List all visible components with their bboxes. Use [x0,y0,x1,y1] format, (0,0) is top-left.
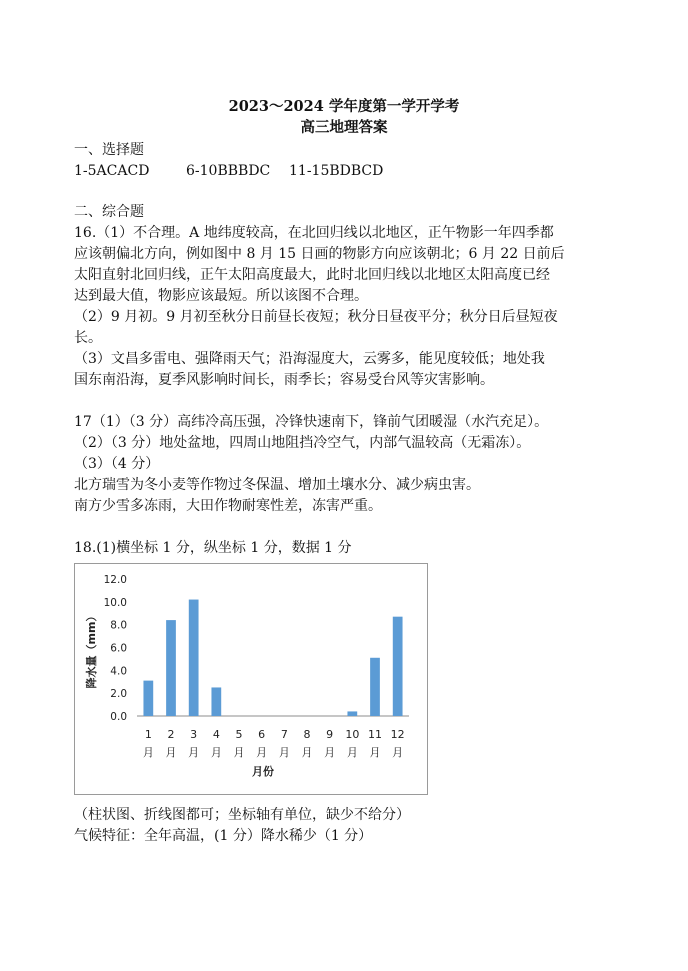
q18-heading: 18.(1)横坐标 1 分，纵坐标 1 分，数据 1 分 [74,540,352,556]
q16-line: 应该朝偏北方向，例如图中 8 月 15 日画的物影方向应该朝北；6 月 22 日前后 [74,246,565,262]
x-tick-label: 9 月 [324,728,336,759]
y-axis-title-text: 降水量（mm） [85,610,98,689]
x-tick-label: 5 月 [233,728,245,759]
bar [211,687,221,716]
bar [393,617,403,716]
x-axis-title: 月份 [252,765,274,778]
x-tick-label: 7 月 [278,728,290,759]
x-tick-label: 1 月 [142,728,154,759]
y-tick-label: 8.0 [110,619,127,632]
q17-line: （2）（3 分）地处盆地，四周山地阻挡冷空气，内部气温较高（无霜冻）。 [74,435,531,451]
q16-line: 太阳直射北回归线，正午太阳高度最大，此时北回归线以北地区太阳高度已经 [74,267,550,283]
y-tick-label: 6.0 [110,642,127,655]
y-axis-title [84,611,98,689]
choice-answers [74,161,383,181]
x-tick-label: 6 月 [256,728,268,759]
q17-line: （3）（4 分） [74,456,160,472]
q17-line: 17（1）（3 分）高纬冷高压强，冷锋快速南下，锋前气团暖湿（水汽充足）。 [74,414,549,430]
section-choice-heading: 一、选择题 [74,142,144,158]
q18-note: （柱状图、折线图都可；坐标轴有单位，缺少不给分） [74,807,410,823]
q16-line: 长。 [74,330,102,346]
y-tick-label: 12.0 [103,574,127,586]
x-tick-label: 12 月 [390,728,405,759]
bar [143,681,153,716]
answer-6-10: 6-10BBBDC [186,163,271,179]
answer-1-5: 1-5ACACD [74,163,150,179]
q17-line: 北方瑞雪为冬小麦等作物过冬保温、增加土壤水分、减少病虫害。 [74,477,480,493]
bar [166,620,176,716]
section-comprehensive-heading: 二、综合题 [74,204,144,220]
q18-climate: 气候特征：全年高温，(1 分）降水稀少（1 分） [74,828,373,844]
x-tick-label: 3 月 [188,728,200,759]
y-tick-label: 4.0 [110,665,127,678]
bar [189,600,199,716]
q16-line: （3）文昌多雷电、强降雨天气；沿海湿度大，云雾多，能见度较低；地处我 [74,351,545,367]
y-tick-label: 10.0 [103,596,127,609]
precipitation-chart-svg [75,564,427,794]
q16-line: （2）9 月初。9 月初至秋分日前昼长夜短；秋分日昼夜平分；秋分日后昼短夜 [74,309,558,325]
x-tick-label: 11 月 [368,728,382,759]
doc-title: 2023～2024 学年度第一学开学考 [228,98,460,115]
x-tick-label: 2 月 [165,728,177,759]
y-tick-label: 2.0 [110,688,127,701]
q16-line: 达到最大值，物影应该最短。所以该图不合理。 [74,288,368,304]
q16-line: 16.（1）不合理。A 地纬度较高，在北回归线以北地区，正午物影一年四季都 [74,225,554,241]
doc-subtitle: 高三地理答案 [300,119,388,136]
x-tick-label: 8 月 [301,728,313,759]
y-tick-label: 0.0 [110,711,127,723]
q17-line: 南方少雪多冻雨，大田作物耐寒性差，冻害严重。 [74,498,382,514]
bar [370,658,380,716]
q16-line: 国东南沿海，夏季风影响时间长，雨季长；容易受台风等灾害影响。 [74,372,494,388]
bar [347,711,357,716]
precipitation-chart [74,563,428,795]
x-tick-label: 4 月 [210,728,222,759]
x-tick-label: 10 月 [345,728,360,759]
answer-11-15: 11-15BDBCD [289,163,384,179]
